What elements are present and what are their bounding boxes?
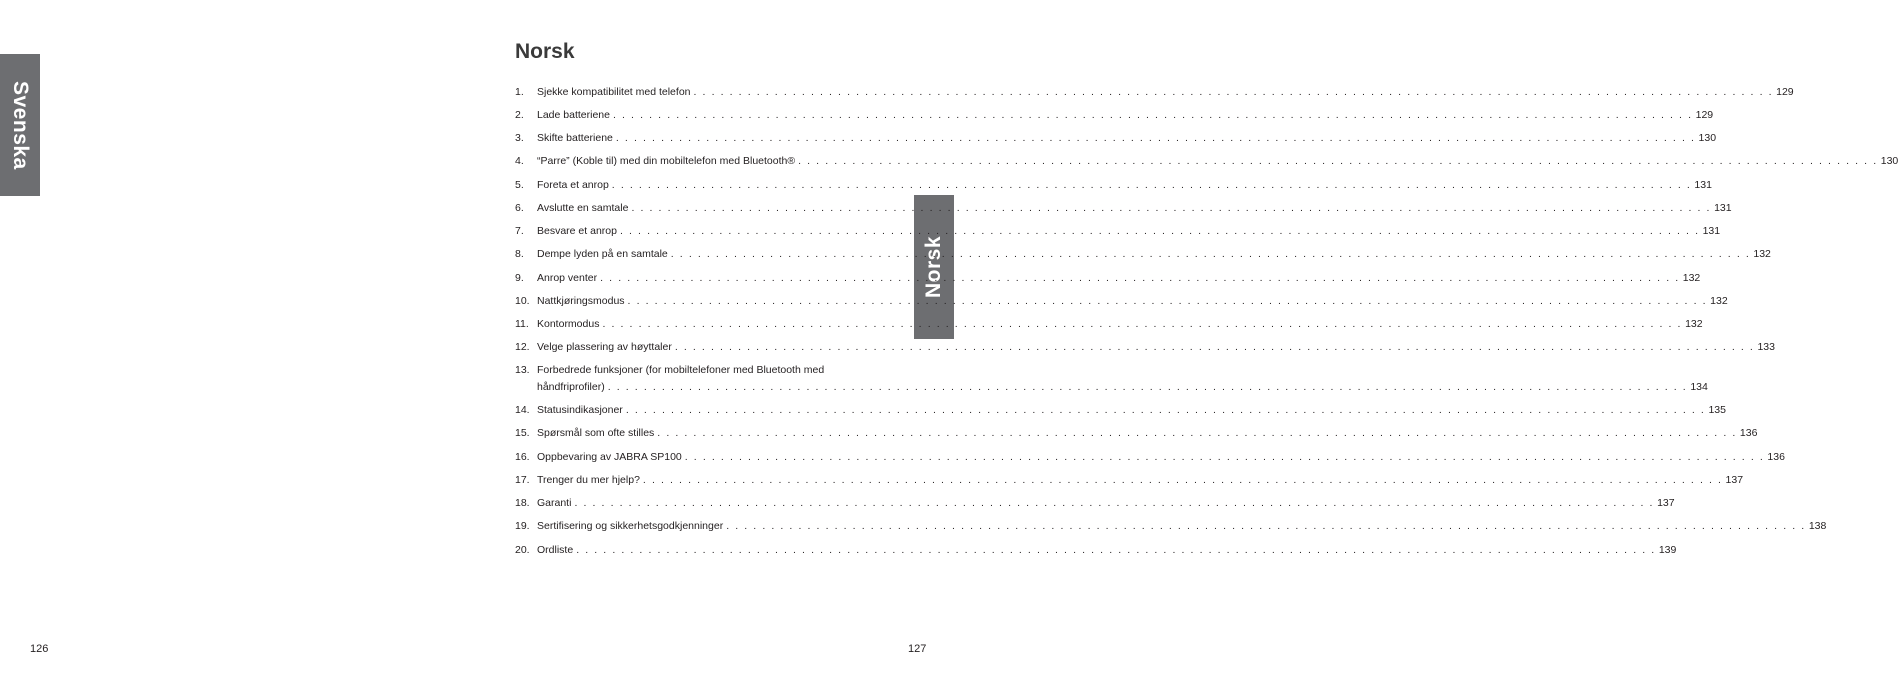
- toc-entry-title: Besvare et anrop: [537, 225, 617, 237]
- section-heading: Norsk: [515, 40, 575, 63]
- toc-entry-title: Forbedrede funksjoner (for mobiltelefoner med Bluetooth med: [537, 364, 825, 376]
- toc-entry-number: 2.: [515, 109, 524, 121]
- toc-entry-number: 17.: [515, 474, 530, 486]
- toc-entry-number: 11.: [515, 318, 529, 330]
- toc-entry-number: 8.: [515, 248, 524, 260]
- toc-leader-dots: . . . . . . . . . . . . . . . . . . . . . . . . . . . . . . . . . . . . . . . . . . . . . . . . . . . . . . . . . . . . . . . . . . . . . . . . . . . . . . . . . . . . . . . . . . . . . . . . . . . . . . . . . . . . . . . . . . . . . . . .: [674, 341, 1755, 353]
- toc-leader-dots: . . . . . . . . . . . . . . . . . . . . . . . . . . . . . . . . . . . . . . . . . . . . . . . . . . . . . . . . . . . . . . . . . . . . . . . . . . . . . . . . . . . . . . . . . . . . . . . . . . . . . . . . . . . . . . . . . . . . . . . .: [619, 225, 1700, 237]
- toc-entry-title: Spørsmål som ofte stilles: [537, 427, 655, 439]
- toc-entry-title: Trenger du mer hjelp?: [537, 474, 640, 486]
- toc-entry-number: 7.: [515, 225, 524, 237]
- toc-entry-title: Foreta et anrop: [537, 179, 609, 191]
- toc-entry-title: Oppbevaring av JABRA SP100: [537, 451, 682, 463]
- toc-leader-dots: . . . . . . . . . . . . . . . . . . . . . . . . . . . . . . . . . . . . . . . . . . . . . . . . . . . . . . . . . . . . . . . . . . . . . . . . . . . . . . . . . . . . . . . . . . . . . . . . . . . . . . . . . . . . . . . . . . . . . . . .: [574, 497, 1655, 509]
- toc-entry-page: 134: [1690, 381, 1708, 393]
- toc-entry-number: 3.: [515, 132, 524, 144]
- toc-entry-title: Avslutte en samtale: [537, 202, 629, 214]
- toc-entry-title: Nattkjøringsmodus: [537, 295, 625, 307]
- toc-entry-title: “Parre” (Koble til) med din mobiltelefon med Bluetooth®: [537, 155, 796, 167]
- toc-entry-number: 15.: [515, 427, 530, 439]
- toc-entry-number: 18.: [515, 497, 530, 509]
- toc-entry: [515, 362, 1708, 396]
- toc-entry: [515, 107, 1714, 123]
- toc-entry-page: 132: [1682, 272, 1701, 284]
- toc-entry: [515, 449, 1785, 465]
- toc-entry: [515, 270, 1701, 286]
- toc-entry-page: 130: [1880, 155, 1898, 167]
- toc-leader-dots: . . . . . . . . . . . . . . . . . . . . . . . . . . . . . . . . . . . . . . . . . . . . . . . . . . . . . . . . . . . . . . . . . . . . . . . . . . . . . . . . . . . . . . . . . . . . . . . . . . . . . . . . . . . . . . . . . . . . . . . .: [631, 202, 1712, 214]
- toc-entry-page: 135: [1708, 404, 1726, 416]
- toc-entry-number: 13.: [515, 364, 530, 376]
- toc-entry-page: 129: [1776, 86, 1794, 98]
- toc-entry: [515, 177, 1712, 193]
- toc-entry-number: 16.: [515, 451, 530, 463]
- toc-entry: [515, 425, 1758, 441]
- toc-entry-title: Velge plassering av høyttaler: [537, 341, 672, 353]
- toc-entry-title: Kontormodus: [537, 318, 600, 330]
- toc-entry-title: Lade batteriene: [537, 109, 610, 121]
- toc-entry-page: 132: [1753, 248, 1771, 260]
- toc-entry-title: Anrop venter: [537, 272, 598, 284]
- language-tab-label: Norsk: [922, 235, 945, 299]
- toc-entry-page: 131: [1702, 225, 1721, 237]
- toc-entry: [515, 339, 1775, 355]
- toc-entry: [515, 293, 1728, 309]
- toc-entry-number: 12.: [515, 341, 530, 353]
- toc-entry-line: [515, 362, 895, 379]
- toc-leader-dots: . . . . . . . . . . . . . . . . . . . . . . . . . . . . . . . . . . . . . . . . . . . . . . . . . . . . . . . . . . . . . . . . . . . . . . . . . . . . . . . . . . . . . . . . . . . . . . . . . . . . . . . . . . . . . . . . . . . . . . . .: [625, 404, 1706, 416]
- toc-entry-page: 131: [1714, 202, 1732, 214]
- toc-leader-dots: . . . . . . . . . . . . . . . . . . . . . . . . . . . . . . . . . . . . . . . . . . . . . . . . . . . . . . . . . . . . . . . . . . . . . . . . . . . . . . . . . . . . . . . . . . . . . . . . . . . . . . . . . . . . . . . . . . . . . . . .: [612, 109, 1693, 121]
- toc-entry-page: 133: [1757, 341, 1775, 353]
- toc-leader-dots: . . . . . . . . . . . . . . . . . . . . . . . . . . . . . . . . . . . . . . . . . . . . . . . . . . . . . . . . . . . . . . . . . . . . . . . . . . . . . . . . . . . . . . . . . . . . . . . . . . . . . . . . . . . . . . . . . . . . . . . .: [600, 272, 1680, 284]
- toc-entry-page: 137: [1657, 497, 1675, 509]
- toc-entry-page: 131: [1694, 179, 1712, 191]
- toc-entry-number: 4.: [515, 155, 524, 167]
- toc-entry-page: 136: [1767, 451, 1785, 463]
- toc-entry: [515, 200, 1732, 216]
- toc-entry-title: Skifte batteriene: [537, 132, 613, 144]
- toc-entry: [515, 472, 1744, 488]
- toc-entry-line: [515, 379, 1708, 396]
- toc-entry-page: 136: [1739, 427, 1758, 439]
- toc-entry-title: Sjekke kompatibilitet med telefon: [537, 86, 691, 98]
- toc-leader-dots: . . . . . . . . . . . . . . . . . . . . . . . . . . . . . . . . . . . . . . . . . . . . . . . . . . . . . . . . . . . . . . . . . . . . . . . . . . . . . . . . . . . . . . . . . . . . . . . . . . . . . . . . . . . . . . . . . . . . . . . .: [726, 520, 1806, 532]
- toc-entry-number: 14.: [515, 404, 530, 416]
- toc-entry-page: 132: [1685, 318, 1703, 330]
- toc-leader-dots: . . . . . . . . . . . . . . . . . . . . . . . . . . . . . . . . . . . . . . . . . . . . . . . . . . . . . . . . . . . . . . . . . . . . . . . . . . . . . . . . . . . . . . . . . . . . . . . . . . . . . . . . . . . . . . . . . . . . . . . .: [693, 86, 1774, 98]
- toc-entry-number: 10.: [515, 295, 530, 307]
- toc-entry: [515, 542, 1677, 558]
- toc-leader-dots: . . . . . . . . . . . . . . . . . . . . . . . . . . . . . . . . . . . . . . . . . . . . . . . . . . . . . . . . . . . . . . . . . . . . . . . . . . . . . . . . . . . . . . . . . . . . . . . . . . . . . . . . . . . . . . . . . . . . . . . .: [642, 474, 1723, 486]
- toc-entry-title: Statusindikasjoner: [537, 404, 623, 416]
- toc-entry: [515, 518, 1827, 534]
- toc-entry: [515, 153, 1898, 169]
- language-tab-svenska: [0, 54, 40, 196]
- toc-leader-dots: . . . . . . . . . . . . . . . . . . . . . . . . . . . . . . . . . . . . . . . . . . . . . . . . . . . . . . . . . . . . . . . . . . . . . . . . . . . . . . . . . . . . . . . . . . . . . . . . . . . . . . . . . . . . . . . . . . . . . . . .: [627, 295, 1708, 307]
- toc-leader-dots: . . . . . . . . . . . . . . . . . . . . . . . . . . . . . . . . . . . . . . . . . . . . . . . . . . . . . . . . . . . . . . . . . . . . . . . . . . . . . . . . . . . . . . . . . . . . . . . . . . . . . . . . . . . . . . . . . . . . . . . .: [670, 248, 1751, 260]
- toc-entry-number: 1.: [515, 86, 524, 98]
- toc-entry-number: 9.: [515, 272, 524, 284]
- toc-entry-page: 137: [1725, 474, 1744, 486]
- toc-leader-dots: . . . . . . . . . . . . . . . . . . . . . . . . . . . . . . . . . . . . . . . . . . . . . . . . . . . . . . . . . . . . . . . . . . . . . . . . . . . . . . . . . . . . . . . . . . . . . . . . . . . . . . . . . . . . . . . . . . . . . . . .: [684, 451, 1765, 463]
- toc-entry-title: Dempe lyden på en samtale: [537, 248, 668, 260]
- toc-entry: [515, 223, 1721, 239]
- toc-entry-number: 20.: [515, 544, 530, 556]
- toc-entry-page: 139: [1658, 544, 1677, 556]
- toc-entry: [515, 84, 1794, 100]
- toc-entry: [515, 402, 1726, 418]
- toc-leader-dots: . . . . . . . . . . . . . . . . . . . . . . . . . . . . . . . . . . . . . . . . . . . . . . . . . . . . . . . . . . . . . . . . . . . . . . . . . . . . . . . . . . . . . . . . . . . . . . . . . . . . . . . . . . . . . . . . . . . . . . . .: [602, 318, 1683, 330]
- toc-entry: [515, 246, 1771, 262]
- toc-entry: [515, 130, 1717, 146]
- toc-leader-dots: . . . . . . . . . . . . . . . . . . . . . . . . . . . . . . . . . . . . . . . . . . . . . . . . . . . . . . . . . . . . . . . . . . . . . . . . . . . . . . . . . . . . . . . . . . . . . . . . . . . . . . . . . . . . . . . . . . . . . . . .: [576, 544, 1656, 556]
- toc-entry-number: 19.: [515, 520, 530, 532]
- toc-entry-page: 138: [1808, 520, 1827, 532]
- toc-entry: [515, 316, 1703, 332]
- toc-entry-number: 5.: [515, 179, 524, 191]
- toc-leader-dots: . . . . . . . . . . . . . . . . . . . . . . . . . . . . . . . . . . . . . . . . . . . . . . . . . . . . . . . . . . . . . . . . . . . . . . . . . . . . . . . . . . . . . . . . . . . . . . . . . . . . . . . . . . . . . . . . . . . . . . . .: [657, 427, 1737, 439]
- toc-entry-title: Garanti: [537, 497, 572, 509]
- toc-leader-dots: . . . . . . . . . . . . . . . . . . . . . . . . . . . . . . . . . . . . . . . . . . . . . . . . . . . . . . . . . . . . . . . . . . . . . . . . . . . . . . . . . . . . . . . . . . . . . . . . . . . . . . . . . . . . . . . . . . . . . . . .: [607, 381, 1688, 393]
- toc-entry-page: 132: [1710, 295, 1728, 307]
- toc-entry-title-continued: håndfriprofiler): [537, 381, 605, 393]
- toc-leader-dots: . . . . . . . . . . . . . . . . . . . . . . . . . . . . . . . . . . . . . . . . . . . . . . . . . . . . . . . . . . . . . . . . . . . . . . . . . . . . . . . . . . . . . . . . . . . . . . . . . . . . . . . . . . . . . . . . . . . . . . . .: [611, 179, 1692, 191]
- toc-entry-number: 6.: [515, 202, 524, 214]
- toc-leader-dots: . . . . . . . . . . . . . . . . . . . . . . . . . . . . . . . . . . . . . . . . . . . . . . . . . . . . . . . . . . . . . . . . . . . . . . . . . . . . . . . . . . . . . . . . . . . . . . . . . . . . . . . . . . . . . . . . . . . . . . . .: [798, 155, 1878, 167]
- toc-entry-page: 130: [1698, 132, 1717, 144]
- page-number-left: 126: [30, 643, 49, 655]
- toc-entry-title: Ordliste: [537, 544, 574, 556]
- toc-entry-title: Sertifisering og sikkerhetsgodkjenninger: [537, 520, 724, 532]
- toc-leader-dots: . . . . . . . . . . . . . . . . . . . . . . . . . . . . . . . . . . . . . . . . . . . . . . . . . . . . . . . . . . . . . . . . . . . . . . . . . . . . . . . . . . . . . . . . . . . . . . . . . . . . . . . . . . . . . . . . . . . . . . . .: [615, 132, 1696, 144]
- toc-entry: [515, 495, 1675, 511]
- language-tab-label: Svenska: [9, 80, 32, 170]
- toc-entry-page: 129: [1695, 109, 1714, 121]
- page-number-right: 127: [908, 643, 927, 655]
